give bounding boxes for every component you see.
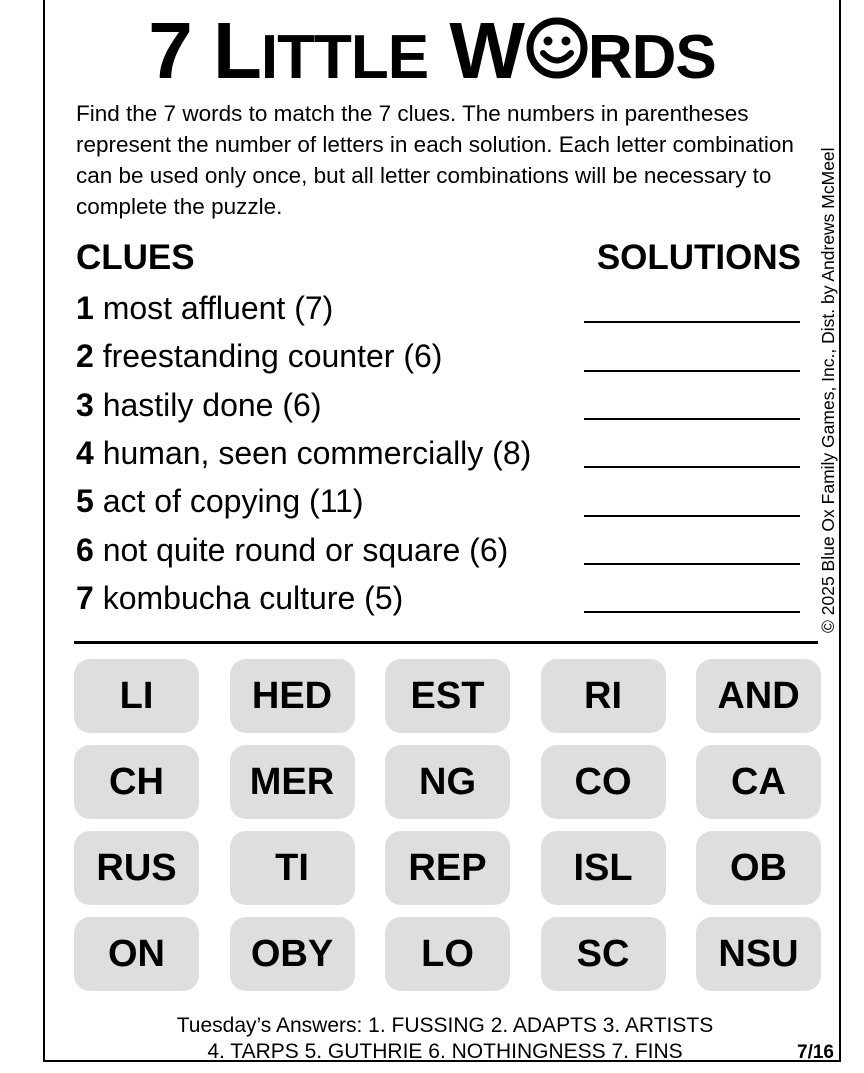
- letter-tile[interactable]: CA: [696, 745, 821, 819]
- letter-tile[interactable]: TI: [230, 831, 355, 905]
- title-word-words: W RDS: [449, 6, 716, 95]
- letter-tile[interactable]: LO: [385, 917, 510, 991]
- clue-6: 6 not quite round or square (6): [76, 532, 509, 568]
- letter-tiles-grid: [74, 659, 820, 991]
- title-word-little: LITTLE: [213, 6, 429, 95]
- clue-2: 2 freestanding counter (6): [76, 338, 443, 374]
- letter-tile[interactable]: SC: [541, 917, 666, 991]
- letter-tile[interactable]: MER: [230, 745, 355, 819]
- puzzle-date: 7/16: [797, 1042, 834, 1063]
- clue-5: 5 act of copying (11): [76, 483, 364, 519]
- solution-blank-7[interactable]: [584, 611, 800, 613]
- answers-line-2: 4. TARPS 5. GUTHRIE 6. NOTHINGNESS 7. FINS: [207, 1040, 683, 1063]
- letter-tile[interactable]: REP: [385, 831, 510, 905]
- solution-blank-5[interactable]: [584, 515, 800, 517]
- letter-tile[interactable]: NSU: [696, 917, 821, 991]
- title-number: 7: [148, 6, 192, 95]
- solution-blank-1[interactable]: [584, 321, 800, 323]
- letter-tile[interactable]: CO: [541, 745, 666, 819]
- letter-tile[interactable]: OBY: [230, 917, 355, 991]
- solution-blank-2[interactable]: [584, 370, 800, 372]
- solution-blank-6[interactable]: [584, 563, 800, 565]
- smiley-face-icon: [525, 16, 589, 80]
- clue-3: 3 hastily done (6): [76, 387, 322, 423]
- instructions-text: Find the 7 words to match the 7 clues. The numbers in parentheses represent the number of letters in each solution. Each letter combination can be used only once, but all letter combinations will be necessary to complete the puzzle.: [76, 101, 794, 219]
- answers-line-1: Tuesday’s Answers: 1. FUSSING 2. ADAPTS 3. ARTISTS: [176, 1014, 714, 1037]
- letter-tile[interactable]: CH: [74, 745, 199, 819]
- previous-answers: [0, 1013, 864, 1065]
- letter-tile[interactable]: RI: [541, 659, 666, 733]
- clues-header: CLUES: [76, 238, 195, 277]
- letter-tile[interactable]: RUS: [74, 831, 199, 905]
- solutions-header: SOLUTIONS: [596, 238, 801, 277]
- clue-7: 7 kombucha culture (5): [76, 580, 404, 616]
- letter-tile[interactable]: OB: [696, 831, 821, 905]
- letter-tile[interactable]: EST: [385, 659, 510, 733]
- clue-4: 4 human, seen commercially (8): [76, 435, 532, 471]
- copyright-notice: © 2025 Blue Ox Family Games, Inc., Dist. by Andrews McMeel: [818, 147, 838, 633]
- solution-blank-4[interactable]: [584, 466, 800, 468]
- solution-blank-3[interactable]: [584, 418, 800, 420]
- letter-tile[interactable]: ISL: [541, 831, 666, 905]
- letter-tile[interactable]: HED: [230, 659, 355, 733]
- clue-1: 1 most affluent (7): [76, 290, 334, 326]
- letter-tile[interactable]: LI: [74, 659, 199, 733]
- section-divider: [74, 641, 818, 644]
- letter-tile[interactable]: ON: [74, 917, 199, 991]
- puzzle-title: [0, 6, 864, 103]
- letter-tile[interactable]: AND: [696, 659, 821, 733]
- letter-tile[interactable]: NG: [385, 745, 510, 819]
